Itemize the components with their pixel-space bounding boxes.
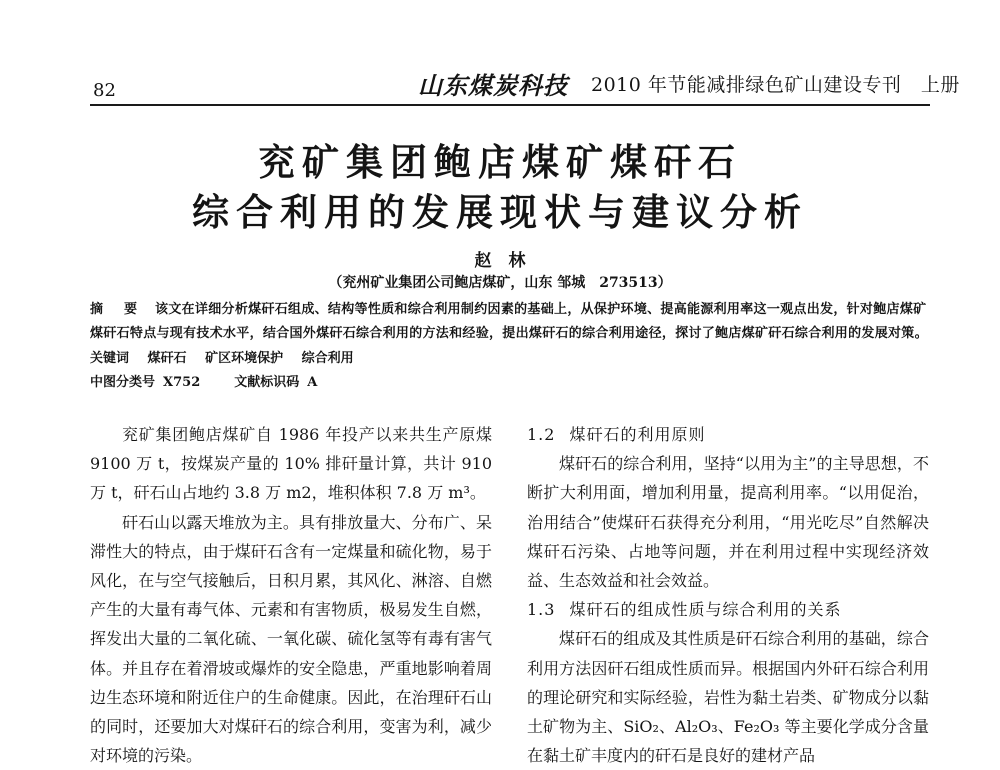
keyword: 矿区环境保护 [205,351,284,366]
abstract [90,298,932,346]
keyword: 综合利用 [301,351,354,366]
page-number: 82 [93,80,116,101]
author: 赵 林 [474,251,526,271]
class-value: X752 [163,375,201,390]
doc-code-label: 文献标识码 [234,375,300,390]
section-title: 煤矸石的组成性质与综合利用的关系 [569,600,842,620]
article-title-line-2: 综合利用的发展现状与建议分析 [192,190,808,234]
body-paragraph: 矸石山以露天堆放为主。具有排放量大、分布广、呆滞性大的特点，由于煤矸石含有一定煤量和硫化物，易于风化，在与空气接触后，日积月累，其风化、淋溶、自燃产生的大量有毒气体、元素和有害物质，极易发生自燃，挥发出大量的二氧化硫、一氧化碳、硫化氢等有毒有害气体。并且存在着滑坡或爆炸的安全隐患，严重地影响着周边生态环境和附近住户的生命健康。因此，在治理矸石山的同时，还要加大对煤矸石的综合利用，变害为利，减少对环境的污染。 [90,512,492,766]
section-number: 1.2 [527,425,556,444]
abstract-text: 该文在详细分析煤矸石组成、结构等性质和综合利用制约因素的基础上，从保护环境、提高能源利用率这一观点出发，针对鲍店煤矿煤矸石特点与现有技术水平，结合国外煤矸石综合利用的方法和经验，提出煤矸石的综合利用途径，探讨了鲍店煤矿矸石综合利用的发展对策。 [90,302,928,341]
left-column [90,420,492,770]
section-title: 煤矸石的利用原则 [569,425,706,444]
affiliation: （兖州矿业集团公司鲍店煤矿，山东 邹城 273513） [328,275,672,291]
keywords-label: 关键词 [90,351,130,366]
class-label: 中图分类号 [90,375,156,390]
right-column [527,420,929,770]
article-title-line-1: 兖矿集团鲍店煤矿煤矸石 [258,140,742,184]
body-paragraph: 煤矸石的综合利用，坚持“以用为主”的主导思想，不断扩大利用面，增加利用量，提高利用率。“以用促治，治用结合”使煤矸石获得充分利用，“用光吃尽”自然解决煤矸石污染、占地等问题，并在利用过程中实现经济效益、生态效益和社会效益。 [527,454,929,591]
section-number: 1.3 [527,600,556,620]
section-heading [527,420,929,449]
section-heading [527,595,929,624]
journal-name: 山东煤炭科技 [418,71,568,100]
body-paragraph: 煤矸石的组成及其性质是矸石综合利用的基础，综合利用方法因矸石组成性质而异。根据国内外矸石综合利用的理论研究和实际经验，岩性为黏土岩类、矿物成分以黏土矿物为主、SiO₂、Al₂O₃、Fe₂O₃ 等主要化学成分含量在黏土矿丰度内的矸石是良好的建材产品 [527,629,929,766]
keyword: 煤矸石 [147,351,187,366]
issue-title: 2010 年节能减排绿色矿山建设专刊 上册 [591,74,960,96]
header-rule [90,104,930,106]
classification-line [90,371,325,390]
keywords-line [90,347,368,366]
body-paragraph: 兖矿集团鲍店煤矿自 1986 年投产以来共生产原煤 9100 万 t，按煤炭产量的 10% 排矸量计算，共计 910 万 t，矸石山占地约 3.8 万 m2，堆积体积 7.8 万 m³。 [90,425,492,503]
abstract-label: 摘 要 [90,302,142,317]
doc-code-value: A [307,375,318,390]
